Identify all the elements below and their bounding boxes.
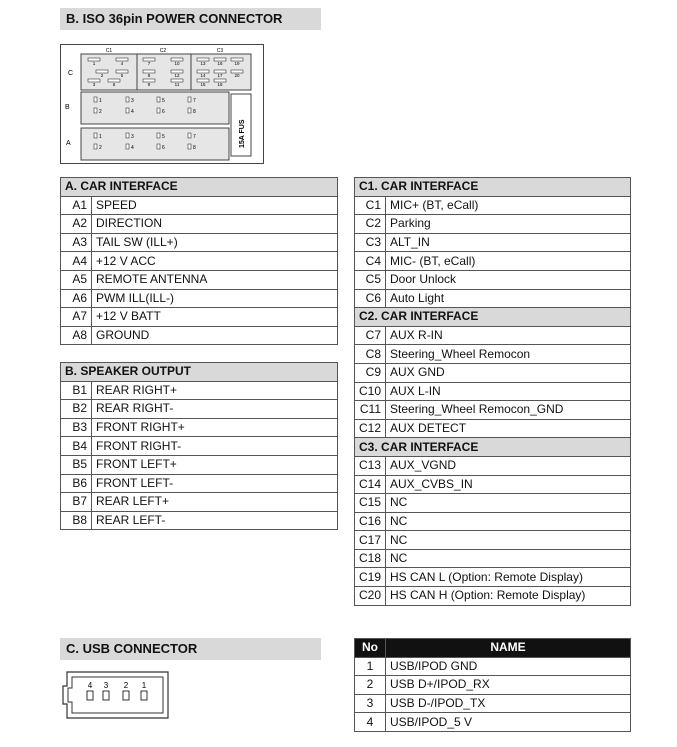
pin-slot	[188, 97, 191, 102]
pin-slot	[157, 144, 160, 149]
pin-function: AUX L-IN	[386, 382, 631, 401]
pin-row	[61, 270, 338, 289]
usb-pin-table	[354, 638, 631, 732]
pin-number: 6	[112, 82, 116, 87]
pin-number: 2	[99, 145, 102, 151]
usb-header-name: NAME	[386, 639, 631, 658]
pin-row	[355, 549, 631, 568]
table-b-title: B. SPEAKER OUTPUT	[61, 363, 338, 382]
row-label-c: C	[68, 70, 74, 77]
pin-function: AUX R-IN	[386, 326, 631, 345]
pin-function: AUX DETECT	[386, 419, 631, 438]
pin-function: PWM ILL(ILL-)	[92, 289, 338, 308]
pin-slot	[157, 97, 160, 102]
usb-pin-label: 3	[103, 681, 109, 690]
pin-slot	[188, 144, 191, 149]
pin-number: 16	[217, 61, 223, 66]
pin-row	[61, 252, 338, 271]
group-header-row	[355, 308, 631, 327]
pin-function: REMOTE ANTENNA	[92, 270, 338, 289]
fuse-label: 15A FUS	[239, 119, 246, 148]
pin-code: B1	[61, 381, 92, 400]
a-pin-block	[81, 128, 229, 160]
pin-number: 6	[162, 145, 165, 151]
row-label-b: B	[65, 104, 70, 111]
pin-row	[355, 382, 631, 401]
pin-number: 8	[193, 145, 196, 151]
pin-function: MIC+ (BT, eCall)	[386, 196, 631, 215]
pin-row	[61, 437, 338, 456]
pin-row	[355, 494, 631, 513]
pin-function: NC	[386, 531, 631, 550]
pin-slot	[126, 144, 129, 149]
c3-group-label: C3	[216, 48, 224, 54]
pin-function: REAR RIGHT-	[92, 400, 338, 419]
pin-slot	[157, 108, 160, 113]
usb-pin	[123, 691, 129, 700]
pin-code: B4	[61, 437, 92, 456]
table-c-car-interface	[354, 177, 631, 606]
pin-number: 19	[234, 61, 240, 66]
pin-code: B2	[61, 400, 92, 419]
usb-pin-label: 4	[87, 681, 93, 690]
pin-number: 8	[193, 109, 196, 115]
pin-number: 4	[131, 109, 134, 115]
pin-number: 1	[92, 61, 96, 66]
pin-function: Steering_Wheel Remocon_GND	[386, 401, 631, 420]
pin-number: 6	[162, 109, 165, 115]
usb-header-no: No	[355, 639, 386, 658]
pin-number: 12	[174, 73, 180, 78]
pin-function: Door Unlock	[386, 270, 631, 289]
pin-code: B8	[61, 511, 92, 530]
pin-slot	[94, 108, 97, 113]
pin-function: REAR LEFT-	[92, 511, 338, 530]
pin-function: NC	[386, 494, 631, 513]
table-b-speaker-output	[60, 362, 338, 530]
pin-number: 1	[99, 98, 102, 104]
pin-code: C13	[355, 456, 386, 475]
pin-function: NC	[386, 512, 631, 531]
pin-function: HS CAN L (Option: Remote Display)	[386, 568, 631, 587]
pin-function: MIC- (BT, eCall)	[386, 252, 631, 271]
usb-row	[355, 713, 631, 732]
usb-pin-no: 3	[355, 694, 386, 713]
pin-function: FRONT RIGHT+	[92, 418, 338, 437]
pin-code: B7	[61, 493, 92, 512]
pin-function: SPEED	[92, 196, 338, 215]
pin-code: C17	[355, 531, 386, 550]
usb-connector-diagram	[60, 664, 178, 726]
pin-code: A3	[61, 233, 92, 252]
iso-section-title: B. ISO 36pin POWER CONNECTOR	[60, 8, 321, 30]
pin-number: 3	[131, 134, 134, 140]
pin-number: 11	[174, 82, 180, 87]
pin-number: 15	[200, 82, 206, 87]
pin-code: C19	[355, 568, 386, 587]
b-pin-block	[81, 92, 229, 124]
row-label-a: A	[66, 140, 71, 147]
table-a-car-interface	[60, 177, 338, 345]
pin-code: C20	[355, 587, 386, 606]
pin-row	[61, 511, 338, 530]
pin-row	[355, 326, 631, 345]
usb-pin	[87, 691, 93, 700]
pin-code: C10	[355, 382, 386, 401]
pin-function: Steering_Wheel Remocon	[386, 345, 631, 364]
usb-pin-label: 2	[123, 681, 129, 690]
pin-code: A4	[61, 252, 92, 271]
pin-row	[61, 381, 338, 400]
pin-row	[355, 456, 631, 475]
pin-number: 5	[162, 98, 165, 104]
pin-row	[355, 512, 631, 531]
pin-number: 5	[162, 134, 165, 140]
pin-code: B5	[61, 455, 92, 474]
pin-function: +12 V ACC	[92, 252, 338, 271]
pin-slot	[94, 133, 97, 138]
pin-row	[355, 196, 631, 215]
pin-number: 5	[120, 73, 124, 78]
pin-slot	[188, 133, 191, 138]
pin-row	[355, 568, 631, 587]
pin-function: DIRECTION	[92, 215, 338, 234]
pin-code: A8	[61, 326, 92, 345]
pin-function: AUX_CVBS_IN	[386, 475, 631, 494]
pin-number: 1	[99, 134, 102, 140]
pin-code: C4	[355, 252, 386, 271]
table-a-title: A. CAR INTERFACE	[61, 178, 338, 197]
usb-row	[355, 694, 631, 713]
pin-row	[61, 474, 338, 493]
pin-number: 14	[200, 73, 206, 78]
usb-pin-no: 4	[355, 713, 386, 732]
pin-number: 8	[147, 73, 151, 78]
pin-code: C5	[355, 270, 386, 289]
pin-slot	[126, 108, 129, 113]
pin-function: REAR RIGHT+	[92, 381, 338, 400]
pin-code: C18	[355, 549, 386, 568]
pin-number: 3	[92, 82, 96, 87]
pin-code: C6	[355, 289, 386, 308]
pin-slot	[94, 97, 97, 102]
pin-number: 20	[234, 73, 240, 78]
pin-slot	[94, 144, 97, 149]
pin-number: 4	[131, 145, 134, 151]
pin-number: 7	[193, 134, 196, 140]
pin-row	[61, 308, 338, 327]
pin-row	[61, 418, 338, 437]
pin-code: B3	[61, 418, 92, 437]
pin-slot	[157, 133, 160, 138]
pin-number: 9	[147, 82, 151, 87]
pin-number: 2	[100, 73, 104, 78]
pin-code: A6	[61, 289, 92, 308]
usb-pin	[141, 691, 147, 700]
pin-function: Auto Light	[386, 289, 631, 308]
group-header-row	[355, 438, 631, 457]
pin-code: C1	[355, 196, 386, 215]
pin-row	[355, 475, 631, 494]
pin-code: C14	[355, 475, 386, 494]
usb-pin-name: USB/IPOD_5 V	[386, 713, 631, 732]
pin-number: 2	[99, 109, 102, 115]
pin-row	[61, 196, 338, 215]
pin-function: FRONT LEFT-	[92, 474, 338, 493]
usb-pin-name: USB D+/IPOD_RX	[386, 676, 631, 695]
pin-slot	[126, 133, 129, 138]
iso-connector-diagram	[60, 44, 264, 164]
pin-code: C2	[355, 215, 386, 234]
pin-code: A7	[61, 308, 92, 327]
c2-group-label: C2	[159, 48, 167, 54]
pin-code: C9	[355, 363, 386, 382]
pin-code: C16	[355, 512, 386, 531]
pin-function: FRONT RIGHT-	[92, 437, 338, 456]
pin-row	[355, 419, 631, 438]
pin-function: AUX GND	[386, 363, 631, 382]
pin-code: C8	[355, 345, 386, 364]
usb-section-title: C. USB CONNECTOR	[60, 638, 321, 660]
pin-row	[355, 215, 631, 234]
pin-code: C7	[355, 326, 386, 345]
group-title: C3. CAR INTERFACE	[355, 438, 631, 457]
pin-number: 13	[200, 61, 206, 66]
c1-group-label: C1	[105, 48, 113, 54]
usb-row	[355, 676, 631, 695]
pin-code: C15	[355, 494, 386, 513]
pin-row	[355, 345, 631, 364]
pin-number: 10	[174, 61, 180, 66]
usb-pin-no: 1	[355, 657, 386, 676]
pin-function: GROUND	[92, 326, 338, 345]
pin-row	[61, 455, 338, 474]
usb-row	[355, 657, 631, 676]
pin-function: ALT_IN	[386, 233, 631, 252]
pin-row	[355, 363, 631, 382]
usb-pin-no: 2	[355, 676, 386, 695]
usb-pin-label: 1	[141, 681, 147, 690]
pin-row	[355, 587, 631, 606]
pin-code: A5	[61, 270, 92, 289]
group-header-row	[355, 178, 631, 197]
pin-row	[355, 233, 631, 252]
pin-code: A1	[61, 196, 92, 215]
pin-row	[355, 270, 631, 289]
pin-function: TAIL SW (ILL+)	[92, 233, 338, 252]
pin-function: +12 V BATT	[92, 308, 338, 327]
pin-row	[61, 326, 338, 345]
pin-row	[61, 289, 338, 308]
group-title: C2. CAR INTERFACE	[355, 308, 631, 327]
pin-code: B6	[61, 474, 92, 493]
pin-row	[355, 531, 631, 550]
pin-slot	[126, 97, 129, 102]
pin-function: Parking	[386, 215, 631, 234]
pin-code: A2	[61, 215, 92, 234]
group-title: C1. CAR INTERFACE	[355, 178, 631, 197]
pin-row	[355, 289, 631, 308]
pin-function: HS CAN H (Option: Remote Display)	[386, 587, 631, 606]
pin-slot	[188, 108, 191, 113]
pin-row	[61, 233, 338, 252]
pin-code: C11	[355, 401, 386, 420]
pin-code: C3	[355, 233, 386, 252]
pin-row	[61, 215, 338, 234]
pin-function: REAR LEFT+	[92, 493, 338, 512]
pin-function: FRONT LEFT+	[92, 455, 338, 474]
pin-row	[355, 252, 631, 271]
usb-pin	[103, 691, 109, 700]
pin-number: 3	[131, 98, 134, 104]
pin-number: 7	[147, 61, 151, 66]
usb-pin-name: USB D-/IPOD_TX	[386, 694, 631, 713]
pin-number: 17	[217, 73, 223, 78]
pin-row	[355, 401, 631, 420]
usb-pin-name: USB/IPOD GND	[386, 657, 631, 676]
pin-number: 4	[120, 61, 124, 66]
pin-number: 7	[193, 98, 196, 104]
pin-function: NC	[386, 549, 631, 568]
pin-row	[61, 400, 338, 419]
pin-number: 18	[217, 82, 223, 87]
pin-code: C12	[355, 419, 386, 438]
pin-function: AUX_VGND	[386, 456, 631, 475]
pin-row	[61, 493, 338, 512]
